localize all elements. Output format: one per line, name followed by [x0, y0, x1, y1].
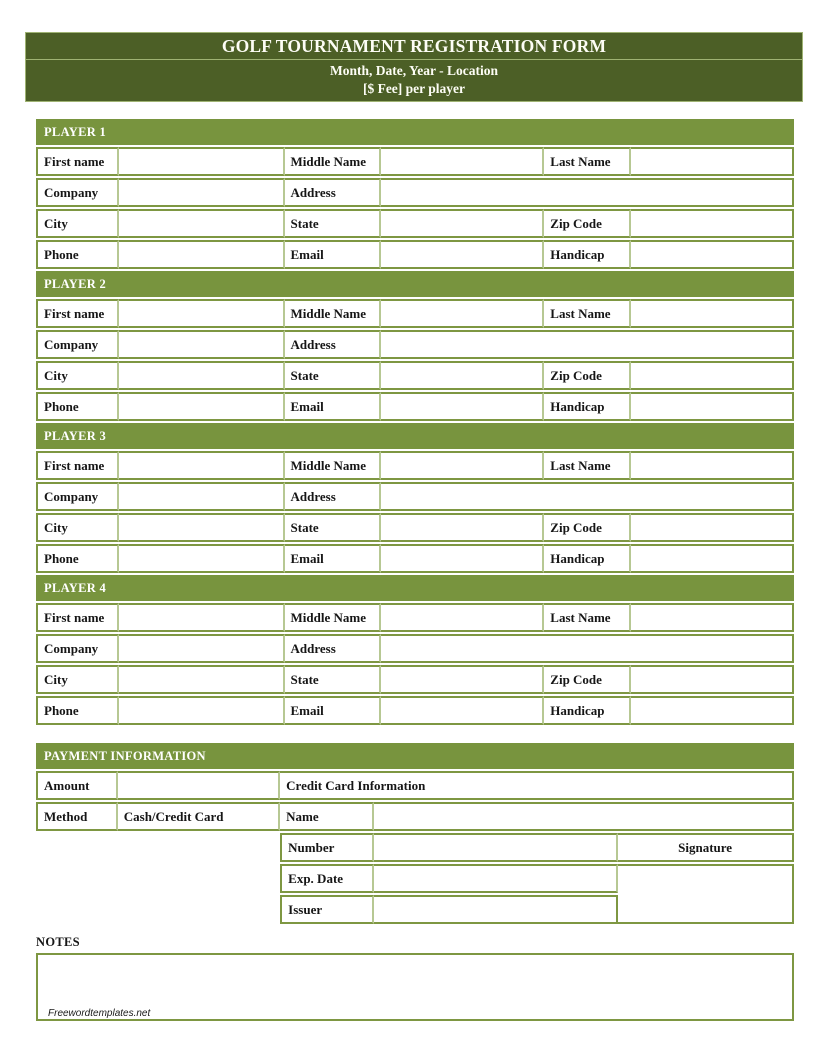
- handicap-label: Handicap: [544, 240, 631, 269]
- address-label: Address: [285, 482, 382, 511]
- first-name-label: First name: [36, 451, 119, 480]
- signature-input[interactable]: [618, 864, 794, 924]
- payment-section-header: PAYMENT INFORMATION: [36, 743, 794, 769]
- player-4-handicap-input[interactable]: [631, 696, 794, 725]
- player-1-middle-name-input[interactable]: [381, 147, 544, 176]
- player-3-state-input[interactable]: [381, 513, 544, 542]
- middle-name-label: Middle Name: [285, 451, 382, 480]
- phone-label: Phone: [36, 696, 119, 725]
- spacer-cell: [36, 864, 280, 893]
- middle-name-label: Middle Name: [285, 299, 382, 328]
- zip-code-label: Zip Code: [544, 209, 631, 238]
- state-label: State: [285, 209, 382, 238]
- player-3-middle-name-input[interactable]: [381, 451, 544, 480]
- handicap-label: Handicap: [544, 544, 631, 573]
- last-name-label: Last Name: [544, 451, 631, 480]
- first-name-label: First name: [36, 147, 119, 176]
- player-2-city-input[interactable]: [119, 361, 284, 390]
- player-4-section: [36, 575, 794, 725]
- issuer-label: Issuer: [280, 895, 374, 924]
- notes-heading: NOTES: [36, 935, 80, 949]
- player-3-phone-input[interactable]: [119, 544, 284, 573]
- state-label: State: [285, 361, 382, 390]
- player-4-middle-name-input[interactable]: [381, 603, 544, 632]
- player-1-state-input[interactable]: [381, 209, 544, 238]
- company-label: Company: [36, 330, 119, 359]
- address-label: Address: [285, 330, 382, 359]
- player-1-address-input[interactable]: [381, 178, 794, 207]
- company-label: Company: [36, 178, 119, 207]
- amount-input[interactable]: [118, 771, 280, 800]
- player-2-middle-name-input[interactable]: [381, 299, 544, 328]
- middle-name-label: Middle Name: [285, 603, 382, 632]
- method-value: Cash/Credit Card: [118, 802, 280, 831]
- player-3-city-input[interactable]: [119, 513, 284, 542]
- card-number-label: Number: [280, 833, 374, 862]
- player-1-first-name-input[interactable]: [119, 147, 284, 176]
- fee-per-player: [$ Fee] per player: [362, 81, 466, 96]
- first-name-label: First name: [36, 299, 119, 328]
- player-2-zip-code-input[interactable]: [631, 361, 794, 390]
- player-4-company-input[interactable]: [119, 634, 284, 663]
- phone-label: Phone: [36, 392, 119, 421]
- player-1-city-input[interactable]: [119, 209, 284, 238]
- form-title: GOLF TOURNAMENT REGISTRATION FORM: [26, 33, 802, 60]
- player-2-state-input[interactable]: [381, 361, 544, 390]
- event-date-location: Month, Date, Year - Location: [330, 63, 498, 78]
- exp-date-input[interactable]: [374, 864, 618, 893]
- method-label: Method: [36, 802, 118, 831]
- city-label: City: [36, 513, 119, 542]
- phone-label: Phone: [36, 544, 119, 573]
- player-2-section-header: PLAYER 2: [36, 271, 794, 297]
- player-3-email-input[interactable]: [381, 544, 544, 573]
- city-label: City: [36, 665, 119, 694]
- player-4-city-input[interactable]: [119, 665, 284, 694]
- cardholder-name-input[interactable]: [374, 802, 794, 831]
- email-label: Email: [285, 240, 382, 269]
- city-label: City: [36, 361, 119, 390]
- card-number-input[interactable]: [374, 833, 618, 862]
- company-label: Company: [36, 634, 119, 663]
- spacer-cell: [36, 833, 280, 862]
- company-label: Company: [36, 482, 119, 511]
- player-1-handicap-input[interactable]: [631, 240, 794, 269]
- player-2-address-input[interactable]: [381, 330, 794, 359]
- player-1-email-input[interactable]: [381, 240, 544, 269]
- last-name-label: Last Name: [544, 147, 631, 176]
- last-name-label: Last Name: [544, 603, 631, 632]
- player-3-section-header: PLAYER 3: [36, 423, 794, 449]
- player-4-state-input[interactable]: [381, 665, 544, 694]
- player-4-section-header: PLAYER 4: [36, 575, 794, 601]
- amount-label: Amount: [36, 771, 118, 800]
- player-2-company-input[interactable]: [119, 330, 284, 359]
- player-1-company-input[interactable]: [119, 178, 284, 207]
- footer-credit: Freewordtemplates.net: [48, 1008, 151, 1019]
- zip-code-label: Zip Code: [544, 361, 631, 390]
- player-1-section: [36, 119, 794, 269]
- last-name-label: Last Name: [544, 299, 631, 328]
- exp-date-label: Exp. Date: [280, 864, 374, 893]
- phone-label: Phone: [36, 240, 119, 269]
- player-1-zip-code-input[interactable]: [631, 209, 794, 238]
- player-4-phone-input[interactable]: [119, 696, 284, 725]
- cardholder-name-label: Name: [280, 802, 374, 831]
- players-table: [36, 117, 794, 727]
- player-2-phone-input[interactable]: [119, 392, 284, 421]
- handicap-label: Handicap: [544, 696, 631, 725]
- player-3-section: [36, 423, 794, 573]
- player-4-address-input[interactable]: [381, 634, 794, 663]
- state-label: State: [285, 513, 382, 542]
- player-4-last-name-input[interactable]: [631, 603, 794, 632]
- email-label: Email: [285, 544, 382, 573]
- player-4-email-input[interactable]: [381, 696, 544, 725]
- player-4-zip-code-input[interactable]: [631, 665, 794, 694]
- player-2-email-input[interactable]: [381, 392, 544, 421]
- signature-label: Signature: [618, 833, 794, 862]
- player-4-first-name-input[interactable]: [119, 603, 284, 632]
- form-header-banner: [25, 32, 803, 102]
- address-label: Address: [285, 634, 382, 663]
- middle-name-label: Middle Name: [285, 147, 382, 176]
- first-name-label: First name: [36, 603, 119, 632]
- email-label: Email: [285, 392, 382, 421]
- issuer-input[interactable]: [374, 895, 618, 924]
- zip-code-label: Zip Code: [544, 513, 631, 542]
- player-3-company-input[interactable]: [119, 482, 284, 511]
- player-2-first-name-input[interactable]: [119, 299, 284, 328]
- player-3-handicap-input[interactable]: [631, 544, 794, 573]
- player-3-address-input[interactable]: [381, 482, 794, 511]
- address-label: Address: [285, 178, 382, 207]
- credit-card-information-heading: Credit Card Information: [280, 771, 794, 800]
- player-2-section: [36, 271, 794, 421]
- state-label: State: [285, 665, 382, 694]
- payment-table: [36, 741, 794, 926]
- player-2-last-name-input[interactable]: [631, 299, 794, 328]
- player-1-last-name-input[interactable]: [631, 147, 794, 176]
- zip-code-label: Zip Code: [544, 665, 631, 694]
- player-3-first-name-input[interactable]: [119, 451, 284, 480]
- form-body: [36, 117, 794, 1021]
- email-label: Email: [285, 696, 382, 725]
- spacer-cell: [36, 895, 280, 924]
- player-1-section-header: PLAYER 1: [36, 119, 794, 145]
- city-label: City: [36, 209, 119, 238]
- player-3-last-name-input[interactable]: [631, 451, 794, 480]
- player-3-zip-code-input[interactable]: [631, 513, 794, 542]
- player-2-handicap-input[interactable]: [631, 392, 794, 421]
- player-1-phone-input[interactable]: [119, 240, 284, 269]
- handicap-label: Handicap: [544, 392, 631, 421]
